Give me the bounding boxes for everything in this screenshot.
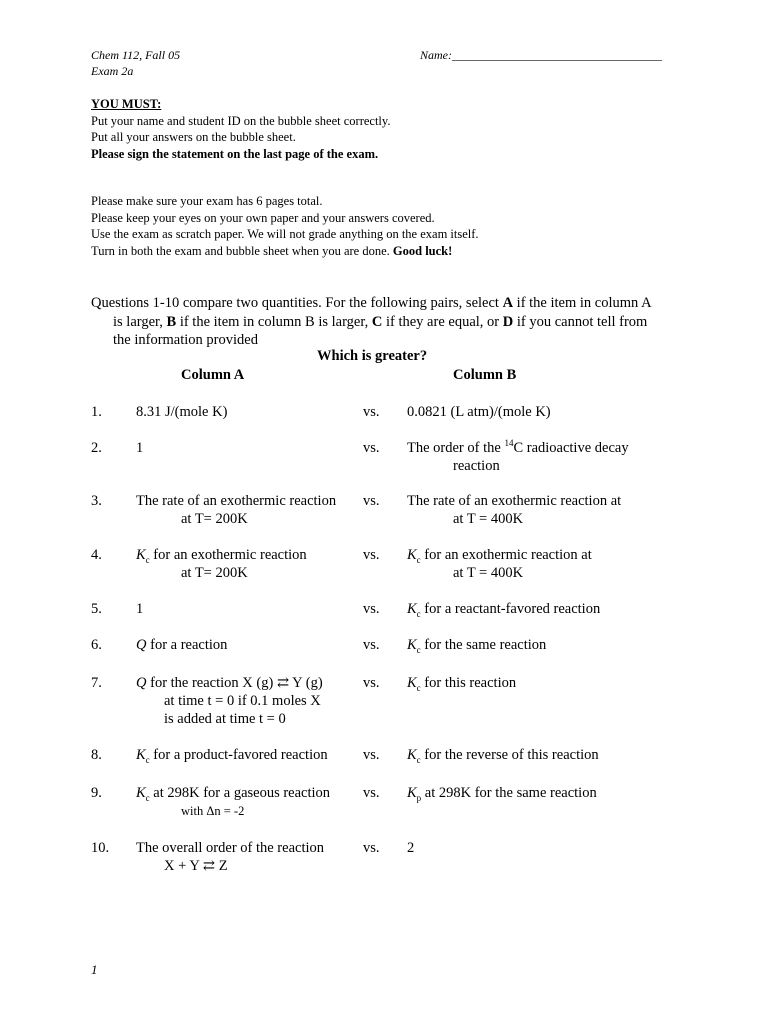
page-number: 1	[91, 962, 98, 977]
instructions-block	[91, 193, 479, 259]
instruction-line-2: Please keep your eyes on your own paper and your answers covered.	[91, 210, 435, 225]
instruction-line-3: Use the exam as scratch paper. We will not grade anything on the exam itself.	[91, 227, 479, 241]
instruction-line-4: Turn in both the exam and bubble sheet when you are done. Good luck!	[91, 243, 453, 258]
must-title: YOU MUST:	[91, 97, 162, 111]
name-field-label: Name:___________________________________	[420, 48, 662, 62]
good-luck: Good luck!	[392, 243, 453, 258]
must-line-1: Put your name and student ID on the bubble sheet correctly.	[91, 113, 391, 128]
table-heading: Which is greater?	[317, 348, 428, 364]
questions-intro: Questions 1-10 compare two quantities. For the following pairs, select A if the item in column A is larger, B if the item in column B is larger, C if they are equal, or D if you cannot tell from the information provided	[91, 295, 652, 348]
instruction-line-1: Please make sure your exam has 6 pages total.	[91, 194, 323, 208]
must-sign-line: Please sign the statement on the last page of the exam.	[91, 146, 379, 161]
must-line-2: Put all your answers on the bubble sheet.	[91, 130, 296, 144]
must-block	[91, 96, 390, 162]
equilibrium-arrow-icon: ⇄	[276, 675, 290, 691]
course-label: Chem 112, Fall 05	[91, 48, 181, 62]
column-a-header: Column A	[181, 367, 245, 383]
equilibrium-arrow-icon: ⇄	[202, 858, 216, 874]
column-b-header: Column B	[453, 367, 517, 383]
exam-label: Exam 2a	[91, 64, 134, 78]
